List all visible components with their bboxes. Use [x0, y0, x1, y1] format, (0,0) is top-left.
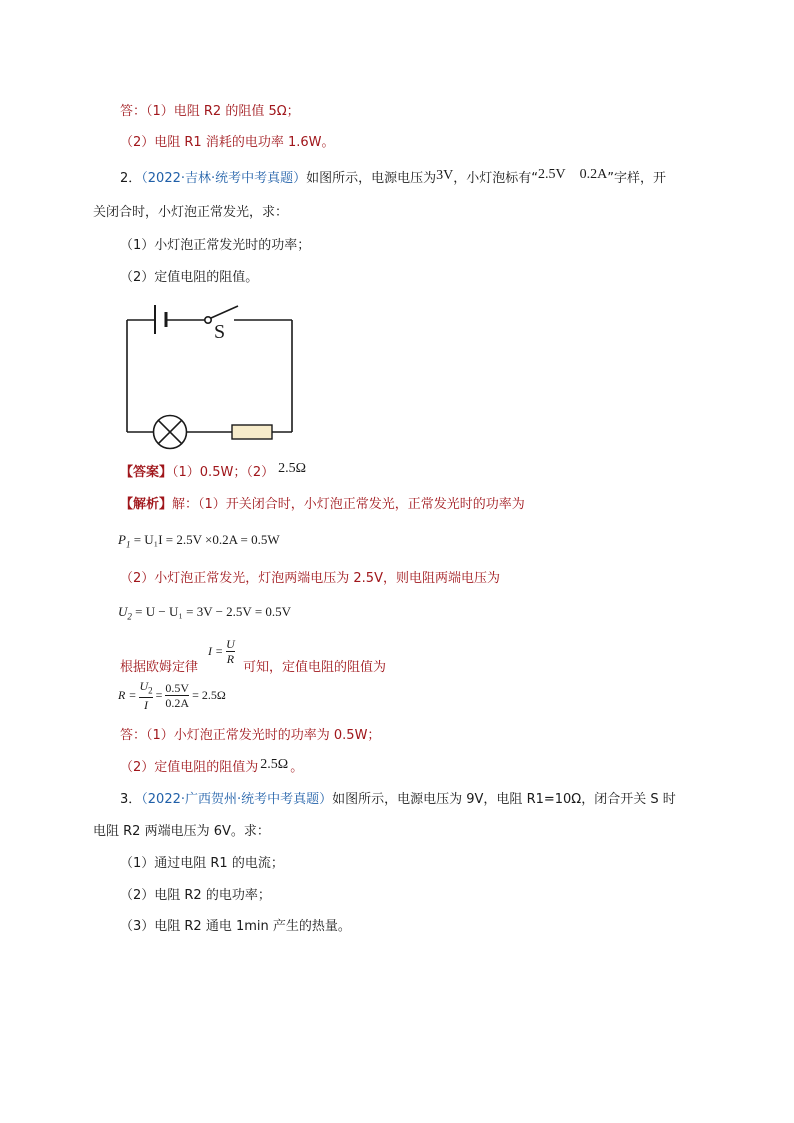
resistor-icon	[232, 425, 272, 439]
q2-final-2	[120, 759, 303, 777]
answer-text: （1）0.5W；（2）	[172, 465, 275, 480]
switch-label: S	[214, 321, 226, 343]
q2-number: 2．	[120, 171, 142, 186]
ohm-text: 根据欧姆定律	[120, 660, 199, 675]
prev-answer-line-2: （2）电阻 R1 消耗的电功率 1.6W。	[120, 135, 335, 150]
prev-answer-line-1: 答：（1）电阻 R2 的阻值 5Ω；	[120, 104, 300, 119]
answer-value: 2.5Ω	[278, 461, 306, 476]
q2-text-a: 如图所示，电源电压为	[306, 171, 437, 186]
ohm-formula: I = $\frac{U}{R}$	[208, 637, 235, 666]
q2-analysis	[120, 496, 525, 514]
eq2-body: = U − U₁ = 3V − 2.5V = 0.5V	[135, 604, 292, 619]
ohm-after: 可知，定值电阻的阻值为	[243, 660, 387, 675]
analysis-tag: 【解析】	[120, 497, 173, 512]
q2-final-1: 答：（1）小灯泡正常发光时的功率为 0.5W；	[120, 728, 381, 743]
equation-2	[118, 603, 291, 626]
q2-text-b: ，小灯泡标有“	[453, 171, 539, 186]
q3-sub-3: （3）电阻 R2 通电 1min 产生的热量。	[120, 919, 351, 934]
q2-rating-v: 2.5V	[538, 167, 566, 182]
q2-rating-a: 0.2A	[579, 167, 608, 182]
answer-tag: 【答案】	[120, 465, 173, 480]
q3-sub-2: （2）电阻 R2 的电功率；	[120, 888, 271, 903]
q2-line-2: 关闭合时，小灯泡正常发光，求：	[93, 205, 289, 220]
analysis-line-1: 解：（1）开关闭合时，小灯泡正常发光，正常发光时的功率为	[172, 497, 525, 512]
q3-sub-1: （1）通过电阻 R1 的电流；	[120, 856, 284, 871]
switch-lever	[211, 306, 238, 318]
q2-source: （2022·吉林·统考中考真题）	[141, 171, 307, 186]
q3-line-2: 电阻 R2 两端电压为 6V。求：	[93, 824, 270, 839]
q2-line-1	[120, 167, 667, 188]
equation-3: R = $\frac{U_2}{I}$ = $\frac{0.5V}{0.2A}$ = 2.5Ω	[118, 679, 226, 713]
final-2-value: 2.5Ω	[260, 757, 289, 772]
equation-1	[118, 531, 280, 554]
eq2-symbol: $U_2$	[118, 604, 132, 622]
q3-text-a: 如图所示，电源电压为 9V，电阻 R1=10Ω，闭合开关 S 时	[332, 792, 676, 807]
ohm-i: I =	[208, 644, 224, 658]
q3-line-1	[120, 791, 676, 809]
q2-text-c: ”字样，开	[607, 171, 667, 186]
switch-pivot	[205, 317, 211, 323]
final-2-text: （2）定值电阻的阻值为	[120, 760, 259, 775]
final-2-end: 。	[290, 760, 304, 775]
eq1-body: = U₁I = 2.5V ×0.2A = 0.5W	[133, 532, 280, 547]
q2-sub-1: （1）小灯泡正常发光时的功率；	[120, 238, 311, 253]
q3-number: 3．	[120, 792, 142, 807]
q2-sub-2: （2）定值电阻的阻值。	[120, 270, 259, 285]
q3-source: （2022·广西贺州·统考中考真题）	[141, 792, 333, 807]
circuit-diagram	[0, 290, 794, 460]
q2-voltage: 3V	[436, 168, 454, 183]
eq1-symbol: $P_1$	[118, 532, 131, 550]
q2-answer	[120, 461, 306, 482]
q2-analysis-line-2: （2）小灯泡正常发光，灯泡两端电压为 2.5V，则电阻两端电压为	[120, 571, 500, 586]
